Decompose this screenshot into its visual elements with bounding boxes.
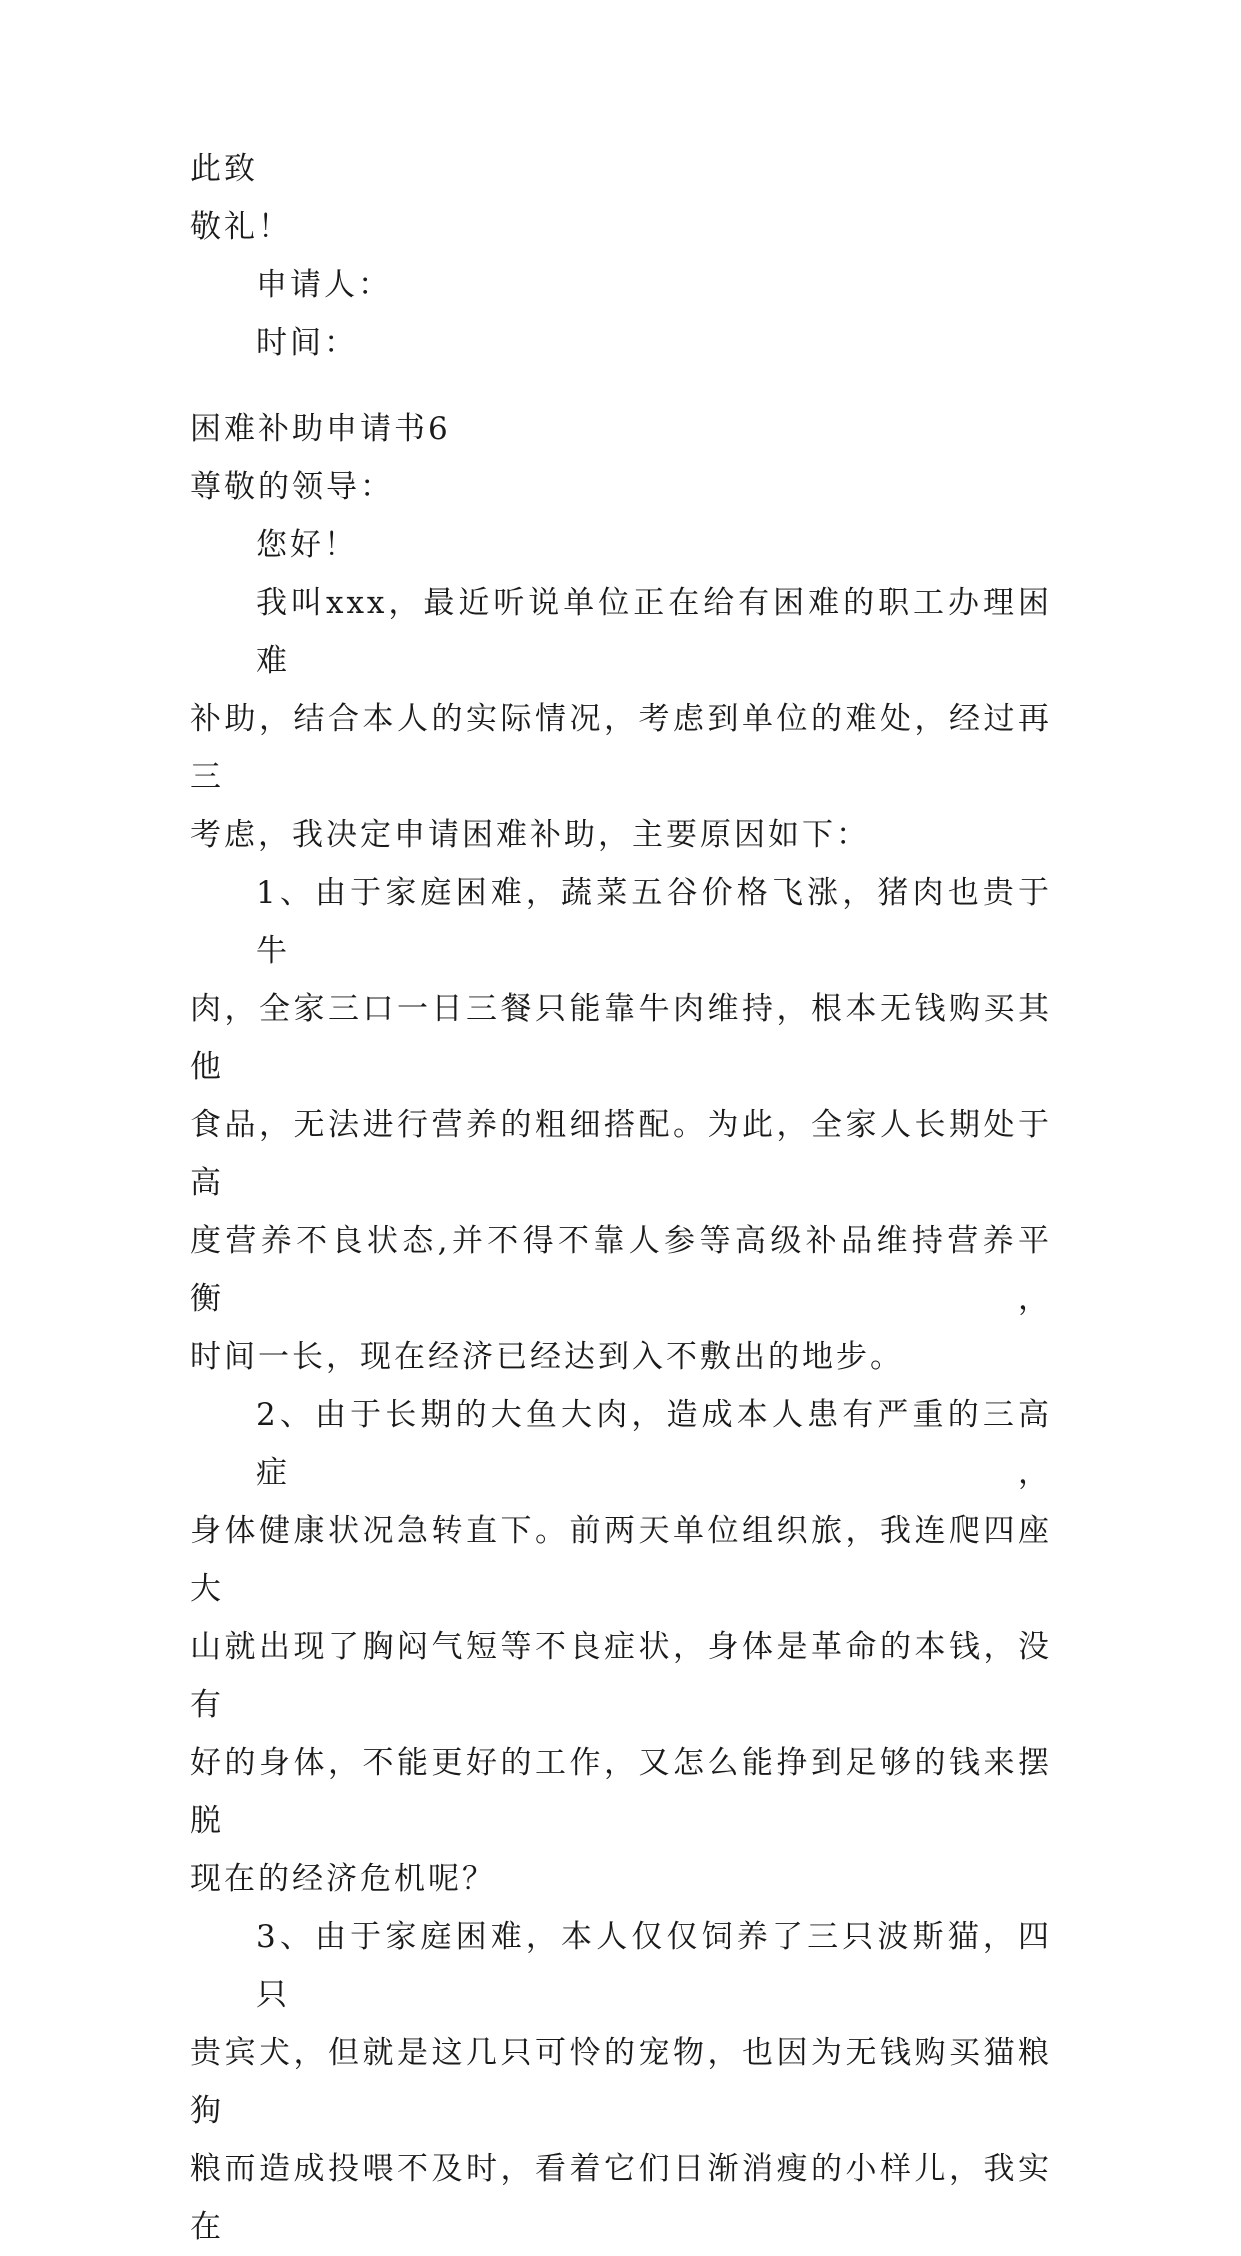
paragraph-line: 好的身体，不能更好的工作，又怎么能挣到足够的钱来摆脱 [190, 1745, 1052, 1839]
paragraph-line: 1、由于家庭困难，蔬菜五谷价格飞涨，猪肉也贵于牛 [256, 875, 1052, 969]
paragraph-line: 时间一长，现在经济已经达到入不敷出的地步。 [190, 1339, 904, 1375]
letter-block [190, 400, 1052, 2256]
paragraph-line: 山就出现了胸闷气短等不良症状，身体是革命的本钱，没有 [190, 1629, 1052, 1723]
paragraph-line: 食品，无法进行营养的粗细搭配。为此，全家人长期处于高 [190, 1107, 1052, 1201]
greeting: 您好！ [256, 527, 358, 563]
paragraph-line: 2、由于长期的大鱼大肉，造成本人患有严重的三高症， [256, 1397, 1052, 1491]
paragraph-line: 肉，全家三口一日三餐只能靠牛肉维持，根本无钱购买其他 [190, 991, 1052, 1085]
paragraph-3 [190, 1386, 1052, 1908]
paragraph-1 [190, 574, 1052, 864]
paragraph-4 [190, 1908, 1052, 2256]
paragraph-line: 粮而造成投喂不及时，看着它们日渐消瘦的小样儿，我实在 [190, 2151, 1052, 2245]
paragraph-2 [190, 864, 1052, 1386]
paragraph-line: 度营养不良状态,并不得不靠人参等高级补品维持营养平衡， [190, 1223, 1052, 1317]
closing-line-1: 此致 [190, 151, 258, 187]
salutation: 尊敬的领导： [190, 469, 394, 505]
paragraph-line: 贵宾犬，但就是这几只可怜的宠物，也因为无钱购买猫粮狗 [190, 2035, 1052, 2129]
paragraph-line: 3、由于家庭困难，本人仅仅饲养了三只波斯猫，四只 [256, 1919, 1052, 2013]
letter-title: 困难补助申请书6 [190, 411, 451, 447]
closing-block [190, 140, 1052, 372]
paragraph-line: 补助，结合本人的实际情况，考虑到单位的难处，经过再三 [190, 701, 1052, 795]
closing-line-2: 敬礼！ [190, 209, 292, 245]
paragraph-line: 我叫xxx，最近听说单位正在给有困难的职工办理困难 [256, 585, 1052, 679]
applicant-label: 申请人： [256, 267, 392, 303]
time-label: 时间： [256, 325, 358, 361]
paragraph-line: 考虑，我决定申请困难补助，主要原因如下： [190, 817, 870, 853]
paragraph-line: 身体健康状况急转直下。前两天单位组织旅，我连爬四座大 [190, 1513, 1052, 1607]
paragraph-line: 现在的经济危机呢？ [190, 1861, 496, 1897]
